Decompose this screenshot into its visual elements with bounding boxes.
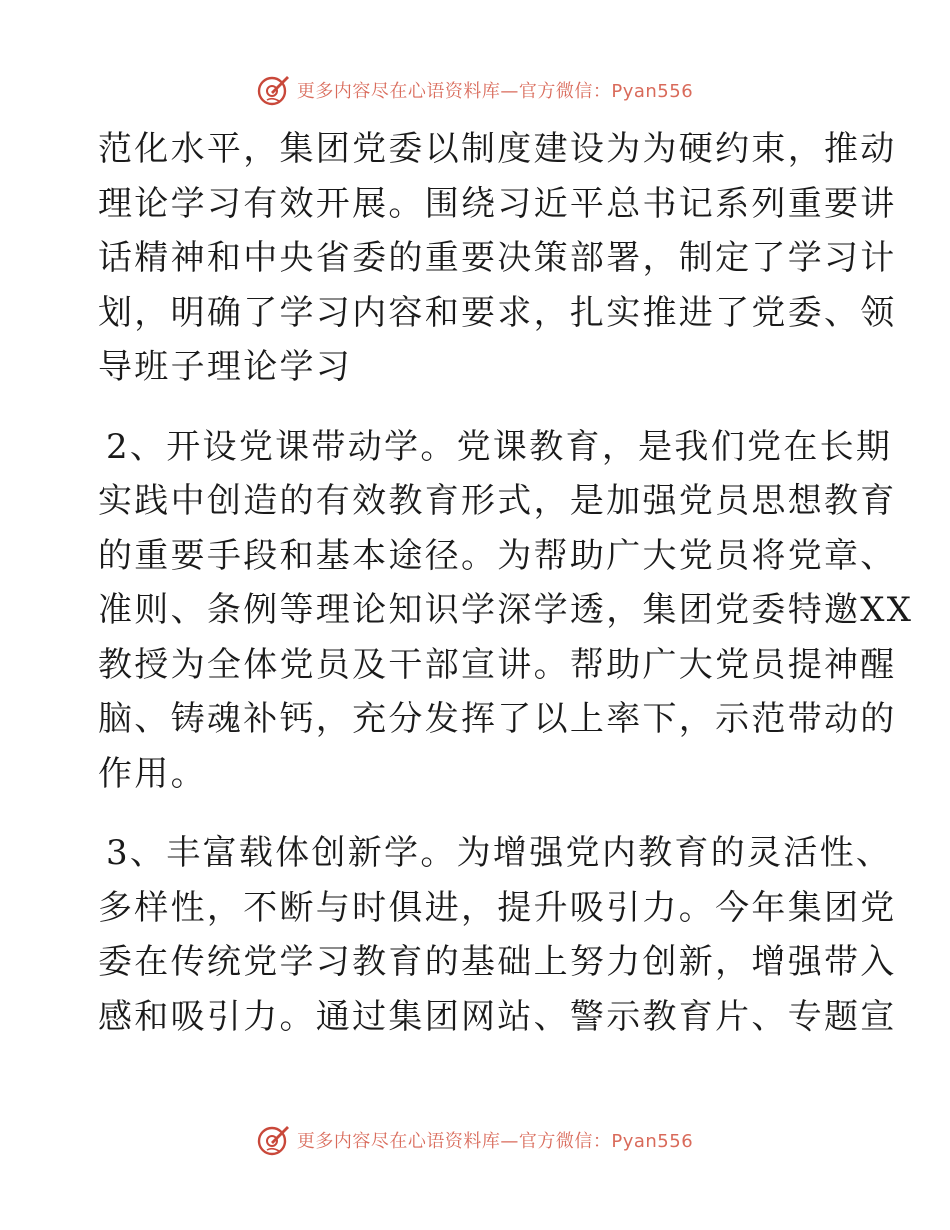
text-line: 准则、条例等理论知识学深学透，集团党委特邀XX [98, 590, 914, 630]
text-line: 作用。 [98, 753, 207, 794]
text-line: 多样性，不断与时俱进，提升吸引力。今年集团党 [98, 887, 897, 928]
text-line: 的重要手段和基本途径。为帮助广大党员将党章、 [98, 535, 897, 576]
text-line: 委在传统党学习教育的基础上努力创新，增强带入 [98, 942, 897, 982]
header-banner [0, 70, 950, 110]
text-line: 理论学习有效开展。围绕习近平总书记系列重要讲 [98, 183, 897, 224]
paragraph-3 [98, 826, 897, 1044]
text-line: 感和吸引力。通过集团网站、警示教育片、专题宣 [98, 996, 897, 1037]
paragraph-continued [98, 122, 897, 395]
footer-banner [0, 1120, 950, 1160]
pen-logo-icon [257, 1123, 291, 1157]
text-line: 导班子理论学习 [98, 347, 353, 387]
text-line: 实践中创造的有效教育形式，是加强党员思想教育 [98, 481, 897, 521]
text-line: 2、开设党课带动学。党课教育，是我们党在长期 [106, 426, 893, 467]
header-banner-text: 更多内容尽在心语资料库—官方微信：Pyan556 [296, 81, 694, 102]
text-line: 3、丰富载体创新学。为增强党内教育的灵活性、 [106, 833, 893, 873]
pen-logo-icon [257, 73, 291, 107]
paragraph-2 [98, 420, 914, 802]
text-line: 脑、铸魂补钙，充分发挥了以上率下，示范带动的 [98, 699, 897, 739]
footer-banner-text: 更多内容尽在心语资料库—官方微信：Pyan556 [296, 1131, 694, 1152]
text-line: 范化水平，集团党委以制度建设为为硬约束，推动 [98, 129, 897, 169]
document-body [98, 122, 914, 1044]
text-line: 教授为全体党员及干部宣讲。帮助广大党员提神醒 [98, 644, 897, 685]
text-line: 划，明确了学习内容和要求，扎实推进了党委、领 [98, 292, 897, 333]
text-line: 话精神和中央省委的重要决策部署，制定了学习计 [98, 238, 897, 278]
